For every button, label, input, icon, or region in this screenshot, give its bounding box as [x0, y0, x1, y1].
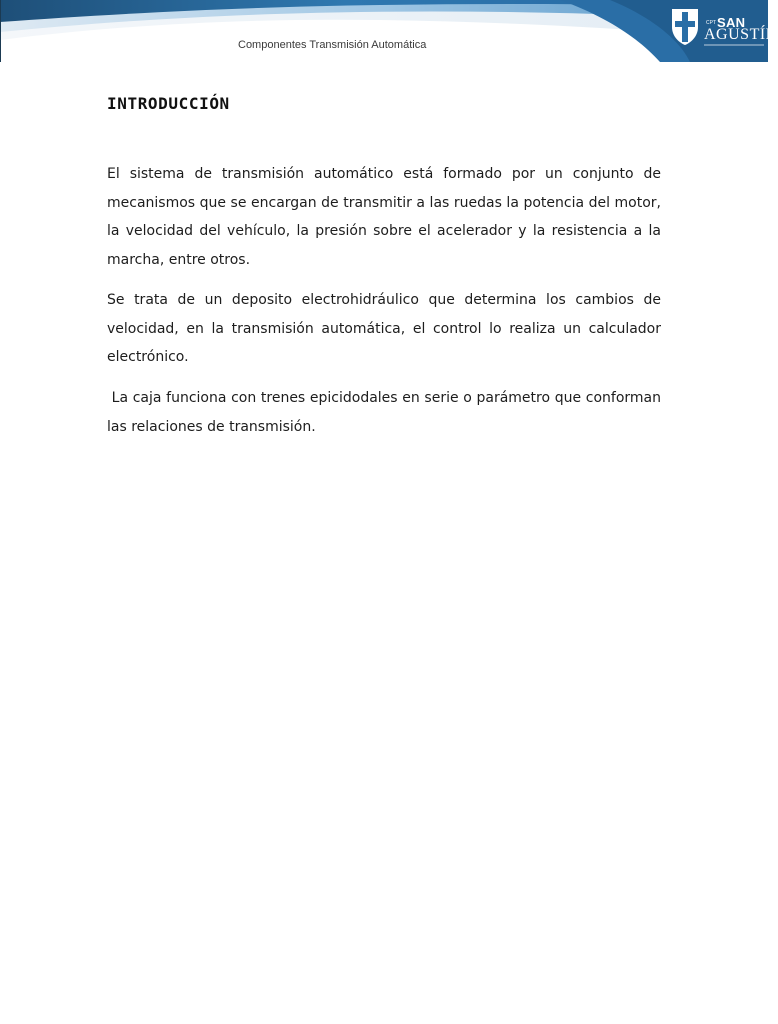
document-body	[107, 92, 666, 435]
header-left-edge	[0, 0, 1, 62]
logo-line-1: SAN	[717, 15, 746, 30]
paragraph-2: Se trata de un deposito electrohidráulico que determina los cambios de velocidad, en la transmisión automática, el control lo realiza un calculador electrónico.	[107, 292, 661, 365]
school-logo	[666, 4, 778, 52]
paragraph-1: El sistema de transmisión automático está formado por un conjunto de mecanismos que se encargan de transmitir a las ruedas la potencia del motor, la velocidad del vehículo, la presión sobre el acelerador y la resistencia a la marcha, entre otros.	[107, 166, 661, 268]
section-heading: INTRODUCCIÓN	[107, 94, 230, 113]
header-document-title: Componentes Transmisión Automática	[238, 39, 427, 51]
header-band	[0, 0, 768, 62]
logo-line-2: AGUSTÍN	[704, 26, 778, 43]
logo-underline	[704, 44, 764, 46]
cross-shield-icon	[670, 7, 700, 47]
page-header	[0, 0, 778, 62]
paragraph-3: La caja funciona con trenes epicidodales en serie o parámetro que conforman las relaciones de transmisión.	[107, 390, 666, 435]
logo-prefix: CPT	[706, 20, 716, 26]
